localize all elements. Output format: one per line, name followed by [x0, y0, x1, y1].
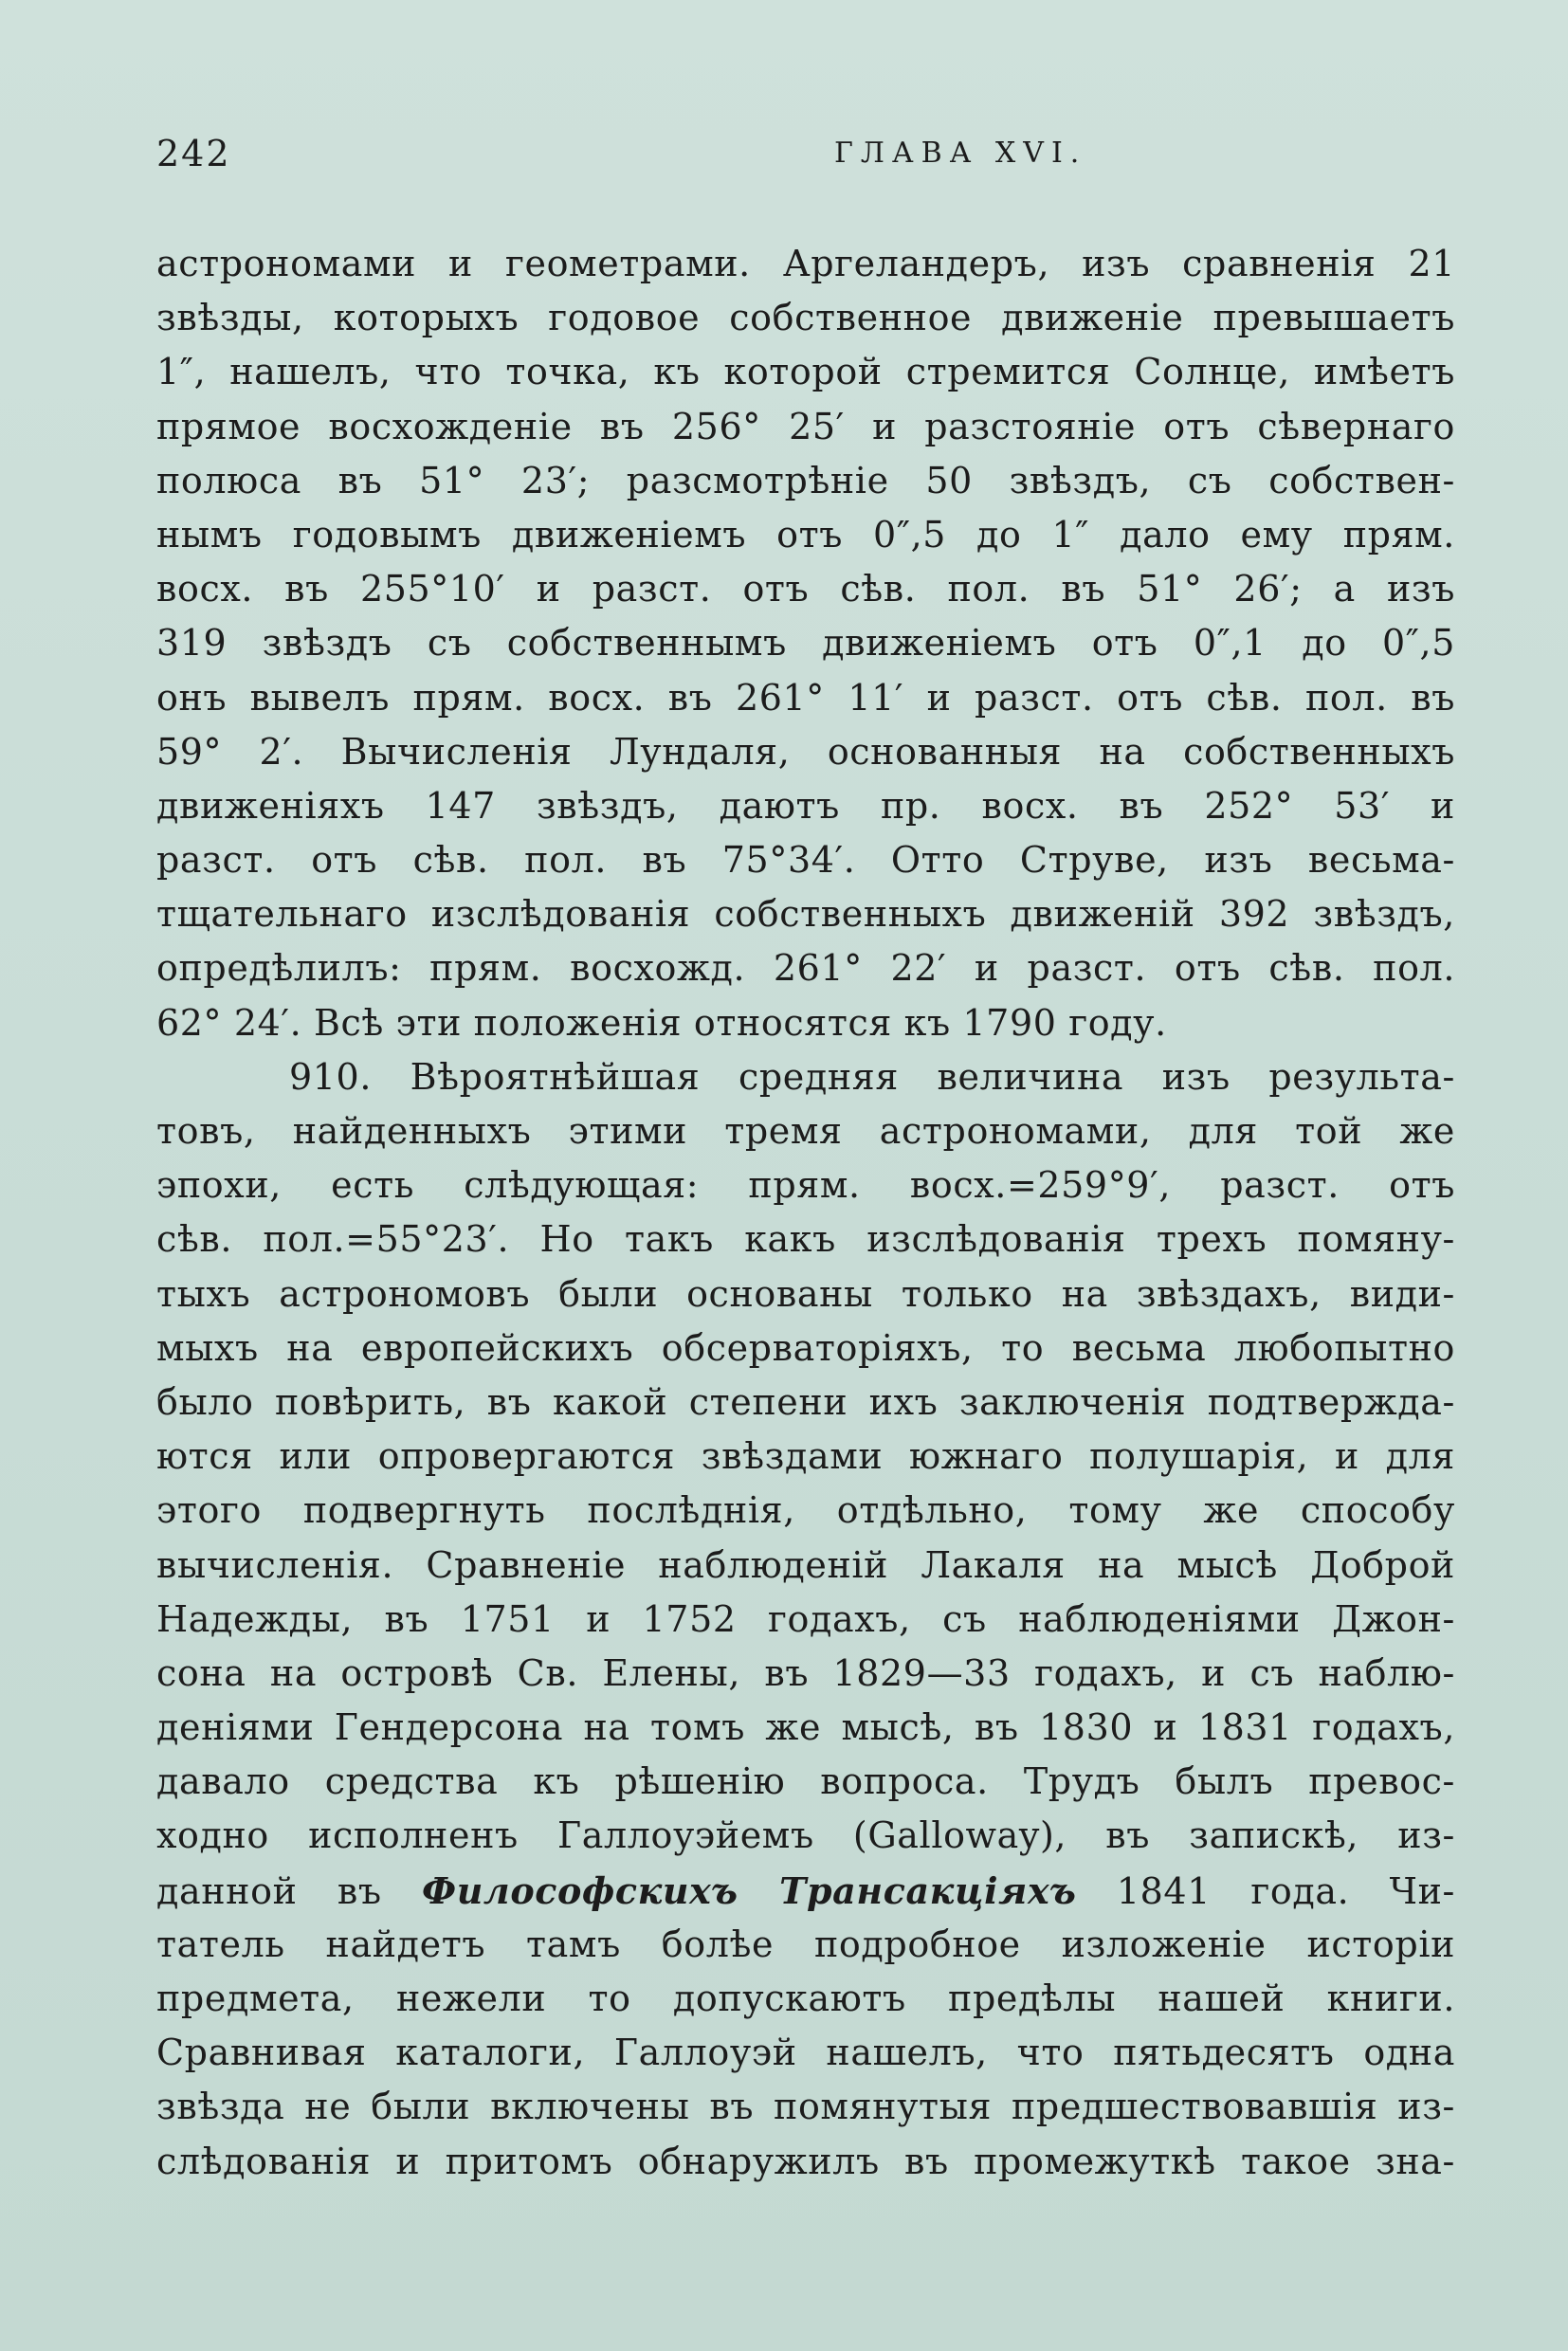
text-line: деніями Гендерсона на томъ же мысѣ, въ 1830 и 1831 годахъ, [156, 1706, 1455, 1749]
text-line: ходно исполненъ Галлоуэйемъ (Galloway), въ запискѣ, из- [156, 1814, 1455, 1857]
text-line: Надежды, въ 1751 и 1752 годахъ, съ наблюденіями Джон- [156, 1597, 1455, 1640]
text-line: опредѣлилъ: прям. восхожд. 261° 22′ и разст. отъ сѣв. пол. [156, 947, 1455, 990]
text-line: предмета, нежели то допускаютъ предѣлы нашей книги. [156, 1977, 1455, 2019]
text-line: 319 звѣздъ съ собственнымъ движеніемъ отъ 0″,1 до 0″,5 [156, 622, 1455, 665]
text-line: онъ вывелъ прям. восх. въ 261° 11′ и разст. отъ сѣв. пол. въ [156, 676, 1455, 719]
body-text [156, 237, 1455, 2189]
running-head [156, 133, 1446, 190]
text-line: мыхъ на европейскихъ обсерваторіяхъ, то весьма любопытно [156, 1326, 1455, 1369]
text-line: 59° 2′. Вычисленія Лундаля, основанныя на собственныхъ [156, 730, 1455, 773]
page-number: 242 [156, 133, 231, 174]
text-line: сѣв. пол.=55°23′. Но такъ какъ изслѣдованія трехъ помяну- [156, 1218, 1455, 1261]
paragraph-910-start: 910. Вѣроятнѣйшая средняя величина изъ результа- [289, 1055, 1455, 1098]
text-line: прямое восхожденіе въ 256° 25′ и разстояніе отъ сѣвернаго [156, 405, 1455, 447]
text-segment: данной въ [156, 1869, 423, 1912]
text-line-with-italic-title [156, 1864, 1455, 1918]
text-line: слѣдованія и притомъ обнаружилъ въ промежуткѣ такое зна- [156, 2140, 1455, 2182]
text-line: тщательнаго изслѣдованія собственныхъ движеній 392 звѣздъ, [156, 893, 1455, 936]
text-line: астрономами и геометрами. Аргеландеръ, изъ сравненія 21 [156, 243, 1455, 284]
text-line: Сравнивая каталоги, Галлоуэй нашелъ, что пятьдесятъ одна [156, 2032, 1455, 2074]
text-line: восх. въ 255°10′ и разст. отъ сѣв. пол. въ 51° 26′; а изъ [156, 568, 1455, 611]
chapter-title: ГЛАВА XVI. [834, 137, 1087, 170]
text-line: нымъ годовымъ движеніемъ отъ 0″,5 до 1″ дало ему прям. [156, 513, 1455, 556]
text-line: 1″, нашелъ, что точка, къ которой стремится Солнце, имѣетъ [156, 351, 1455, 393]
text-line: эпохи, есть слѣдующая: прям. восх.=259°9′, разст. отъ [156, 1164, 1455, 1207]
text-line: давало средства къ рѣшенію вопроса. Трудъ былъ превос- [156, 1760, 1455, 1803]
text-line: сона на островѣ Св. Елены, въ 1829—33 годахъ, и съ наблю- [156, 1651, 1455, 1694]
text-line: татель найдетъ тамъ болѣе подробное изложеніе исторіи [156, 1923, 1455, 1965]
text-line: движеніяхъ 147 звѣздъ, даютъ пр. восх. въ 252° 53′ и [156, 784, 1455, 827]
text-line: 62° 24′. Всѣ эти положенія относятся къ 1790 году. [156, 1001, 1167, 1044]
text-line: разст. отъ сѣв. пол. въ 75°34′. Отто Струве, изъ весьма- [156, 839, 1455, 882]
text-line: звѣзда не были включены въ помянутыя предшествовавшія из- [156, 2086, 1455, 2128]
text-line: ются или опровергаются звѣздами южнаго полушарія, и для [156, 1435, 1455, 1478]
text-line: вычисленія. Сравненіе наблюденій Лакаля на мысѣ Доброй [156, 1543, 1455, 1586]
text-line: полюса въ 51° 23′; разсмотрѣніе 50 звѣздъ, съ собствен- [156, 459, 1455, 501]
journal-title: Философскихъ Трансакціяхъ [422, 1868, 1077, 1912]
text-line: этого подвергнуть послѣднія, отдѣльно, тому же способу [156, 1489, 1455, 1532]
text-line: звѣзды, которыхъ годовое собственное движеніе превышаетъ [156, 297, 1455, 339]
text-segment: 1841 года. Чи- [1076, 1869, 1455, 1912]
text-line: тыхъ астрономовъ были основаны только на звѣздахъ, види- [156, 1272, 1455, 1315]
text-line: было повѣрить, въ какой степени ихъ заключенія подтвержда- [156, 1380, 1455, 1423]
text-line: товъ, найденныхъ этими тремя астрономами, для той же [156, 1110, 1455, 1152]
